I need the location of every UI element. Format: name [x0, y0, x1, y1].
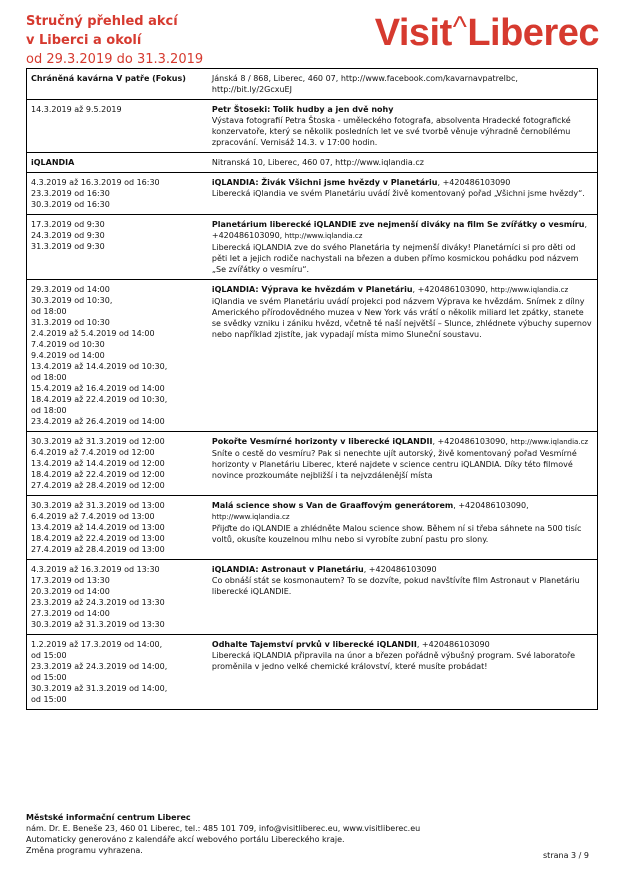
- event-info: [208, 100, 598, 153]
- event-date: 30.3.2019 až 31.3.2019 od 14:00,: [31, 684, 168, 693]
- footer: [26, 812, 598, 856]
- event-dates: [27, 432, 208, 496]
- event-date: 4.3.2019 až 16.3.2019 od 16:30: [31, 178, 160, 187]
- event-title: Planetárium liberecké iQLANDIE zve nejmenší diváky na film Se zvířátky o vesmíru: [211, 220, 585, 229]
- event-row: [27, 173, 598, 215]
- event-date: 30.3.2019 až 31.3.2019 od 13:00: [31, 501, 165, 510]
- event-row: [27, 496, 598, 560]
- event-date: 17.3.2019 od 9:30: [31, 220, 105, 229]
- venue-row: [27, 153, 598, 173]
- event-contact: , +420486103090,: [412, 285, 491, 294]
- event-date: 30.3.2019 od 10:30,: [31, 296, 113, 305]
- event-date: 29.3.2019 od 14:00: [31, 285, 110, 294]
- event-info: [208, 635, 598, 710]
- event-date: 31.3.2019 od 10:30: [31, 318, 110, 327]
- document-title: [26, 12, 236, 69]
- venue-name: Chráněná kavárna V patře (Fokus): [27, 69, 208, 100]
- event-date: od 15:00: [31, 673, 67, 682]
- event-date: 18.4.2019 až 22.4.2019 od 13:00: [31, 534, 165, 543]
- event-date: 6.4.2019 až 7.4.2019 od 12:00: [31, 448, 155, 457]
- title-line-1: Stručný přehled akcí: [26, 14, 178, 29]
- title-date-range: od 29.3.2019 do 31.3.2019: [26, 52, 204, 67]
- event-date: 6.4.2019 až 7.4.2019 od 13:00: [31, 512, 155, 521]
- event-date: 23.4.2019 až 26.4.2019 od 14:00: [31, 417, 165, 426]
- event-date: 30.3.2019 od 16:30: [31, 200, 110, 209]
- event-dates: [27, 215, 208, 280]
- event-date: 27.4.2019 až 28.4.2019 od 13:00: [31, 545, 165, 554]
- event-title: Petr Štoseki: Tolik hudby a jen dvě nohy: [211, 105, 394, 114]
- event-dates: [27, 560, 208, 635]
- event-contact: , +420486103090,: [453, 501, 529, 510]
- logo-word-liberec: Liberec: [467, 12, 599, 54]
- event-info: [208, 432, 598, 496]
- event-date: 15.4.2019 až 16.4.2019 od 14:00: [31, 384, 165, 393]
- event-date: 30.3.2019 až 31.3.2019 od 12:00: [31, 437, 165, 446]
- event-contact: , +420486103090: [416, 640, 490, 649]
- title-line-2: v Liberci a okolí: [26, 33, 142, 48]
- event-description: Liberecká iQLANDIA zve do svého Planetária ty nejmenší diváky! Planetárníci si pro děti od pěti let a jejich rodiče nachystali na březen a duben přímo kosmickou pohádku pod názvem „Se zvířátky o vesmíru“.: [211, 243, 579, 274]
- event-date: 23.3.2019 od 16:30: [31, 189, 110, 198]
- event-description: Co obnáší stát se kosmonautem? To se dozvíte, pokud navštívíte film Astronaut v Planetáriu liberecké iQLANDIE.: [211, 576, 580, 596]
- event-url[interactable]: http://www.iqlandia.cz: [284, 232, 363, 240]
- event-dates: [27, 280, 208, 432]
- event-dates: [27, 100, 208, 153]
- logo-caret-icon: ^: [452, 11, 467, 44]
- page-number: strana 3 / 9: [543, 851, 589, 860]
- event-title: iQLANDIA: Živák Všichni jsme hvězdy v Planetáriu: [211, 178, 438, 187]
- event-date: 4.3.2019 až 16.3.2019 od 13:30: [31, 565, 160, 574]
- event-date: 2.4.2019 až 5.4.2019 od 14:00: [31, 329, 155, 338]
- event-date: 24.3.2019 od 9:30: [31, 231, 105, 240]
- event-contact: , +420486103090,: [432, 437, 511, 446]
- event-description: Sníte o cestě do vesmíru? Pak si nenechte ujít autorský, živě komentovaný pořad Vesmírné horizonty v Planetáriu Liberec, které najdete v science centru iQLANDIA. Díky této filmové novince prozkoumáte nejbližší i ta nejvzdálenější místa: [211, 449, 577, 480]
- event-date: od 18:00: [31, 406, 67, 415]
- event-title: iQLANDIA: Výprava ke hvězdám v Planetáriu: [211, 285, 413, 294]
- event-dates: [27, 173, 208, 215]
- event-date: 27.4.2019 až 28.4.2019 od 12:00: [31, 481, 165, 490]
- event-url[interactable]: http://www.iqlandia.cz: [510, 438, 589, 446]
- event-date: 23.3.2019 až 24.3.2019 od 13:30: [31, 598, 165, 607]
- venue-name: iQLANDIA: [27, 153, 208, 173]
- event-date: 18.4.2019 až 22.4.2019 od 12:00: [31, 470, 165, 479]
- event-title: Pokořte Vesmírné horizonty v liberecké iQLANDII: [211, 437, 433, 446]
- footer-address: nám. Dr. E. Beneše 23, 460 01 Liberec, tel.: 485 101 709, info@visitliberec.eu, www.visitliberec.eu: [26, 824, 421, 833]
- event-contact: , +420486103090,: [211, 220, 587, 240]
- event-info: [208, 215, 598, 280]
- event-url[interactable]: http://www.iqlandia.cz: [490, 286, 569, 294]
- event-date: 23.3.2019 až 24.3.2019 od 14:00,: [31, 662, 168, 671]
- event-date: 31.3.2019 od 9:30: [31, 242, 105, 251]
- event-date: 7.4.2019 od 10:30: [31, 340, 105, 349]
- event-title: Malá science show s Van de Graaffovým generátorem: [211, 501, 454, 510]
- event-description: Liberecká iQLANDIA připravila na únor a březen pořádně výbušný program. Své laboratoře proměnila v jedno velké chemické království, které musíte probádat!: [211, 651, 576, 671]
- event-info: [208, 560, 598, 635]
- footer-generated-note: Automaticky generováno z kalendáře akcí webového portálu Libereckého kraje.: [26, 835, 345, 844]
- event-date: 17.3.2019 od 13:30: [31, 576, 110, 585]
- venue-row: [27, 69, 598, 100]
- event-row: [27, 215, 598, 280]
- event-date: 13.4.2019 až 14.4.2019 od 13:00: [31, 523, 165, 532]
- event-contact: , +420486103090: [437, 178, 511, 187]
- event-date: 13.4.2019 až 14.4.2019 od 12:00: [31, 459, 165, 468]
- event-row: [27, 560, 598, 635]
- event-title: iQLANDIA: Astronaut v Planetáriu: [211, 565, 364, 574]
- footer-change-notice: Změna programu vyhrazena.: [26, 846, 143, 855]
- event-date: od 18:00: [31, 373, 67, 382]
- event-info: [208, 280, 598, 432]
- event-date: 30.3.2019 až 31.3.2019 od 13:30: [31, 620, 165, 629]
- event-date: 13.4.2019 až 14.4.2019 od 10:30,: [31, 362, 168, 371]
- events-table: [26, 68, 598, 710]
- event-date: od 18:00: [31, 307, 67, 316]
- event-date: od 15:00: [31, 651, 67, 660]
- event-dates: [27, 496, 208, 560]
- logo-word-visit: Visit: [374, 12, 452, 54]
- event-row: [27, 635, 598, 710]
- event-date: 18.4.2019 až 22.4.2019 od 10:30,: [31, 395, 168, 404]
- event-date: 27.3.2019 od 14:00: [31, 609, 110, 618]
- event-date: 20.3.2019 od 14:00: [31, 587, 110, 596]
- event-info: [208, 173, 598, 215]
- footer-organization: Městské informační centrum Liberec: [26, 813, 191, 822]
- event-description: iQlandia ve svém Planetáriu uvádí projekci pod názvem Výprava ke hvězdám. Snímek z dílny Amerického přírodovědného muzea v New York vás vrátí o několik miliard let zpátky, stanete se svědky vzniku i zániku hvězd, včetně té naší největší – Slunce, zhlédnete výbuchy supernov nebo například zjistíte, jak vypadají místa mimo Sluneční soustavu.: [211, 297, 592, 339]
- event-row: [27, 280, 598, 432]
- event-date: od 15:00: [31, 695, 67, 704]
- event-description: Přijďte do iQLANDIE a zhlédněte Malou science show. Během ní si třeba sáhnete na 500 tisíc voltů, okusíte kouzelnou mlhu nebo si vyrobíte zubní pastu pro slony.: [211, 524, 582, 544]
- event-dates: [27, 635, 208, 710]
- event-info: [208, 496, 598, 560]
- visit-liberec-logo: [375, 10, 599, 59]
- event-description: Liberecká iQlandia ve svém Planetáriu uvádí živě komentovaný pořad „Všichni jsme hvězdy“.: [211, 189, 585, 198]
- event-title: Odhalte Tajemství prvků v liberecké iQLANDII: [211, 640, 417, 649]
- event-contact: , +420486103090: [363, 565, 437, 574]
- venue-address: Jánská 8 / 868, Liberec, 460 07, http://www.facebook.com/kavarnavpatrelbc, http://bit.ly/2GcxuEJ: [208, 69, 598, 100]
- event-url[interactable]: http://www.iqlandia.cz: [211, 513, 290, 521]
- event-description: Výstava fotografií Petra Štoska - uměleckého fotografa, absolventa Hradecké fotografické konzervatoře, který se několik posledních let ve své tvorbě věnuje výhradně černobílému zpracování. Vernisáž 14.3. v 17:00 hodin.: [211, 116, 571, 147]
- event-row: [27, 432, 598, 496]
- event-date: 1.2.2019 až 17.3.2019 od 14:00,: [31, 640, 163, 649]
- event-date: 9.4.2019 od 14:00: [31, 351, 105, 360]
- venue-address: Nitranská 10, Liberec, 460 07, http://www.iqlandia.cz: [208, 153, 598, 173]
- event-row: [27, 100, 598, 153]
- event-date: 14.3.2019 až 9.5.2019: [31, 105, 122, 114]
